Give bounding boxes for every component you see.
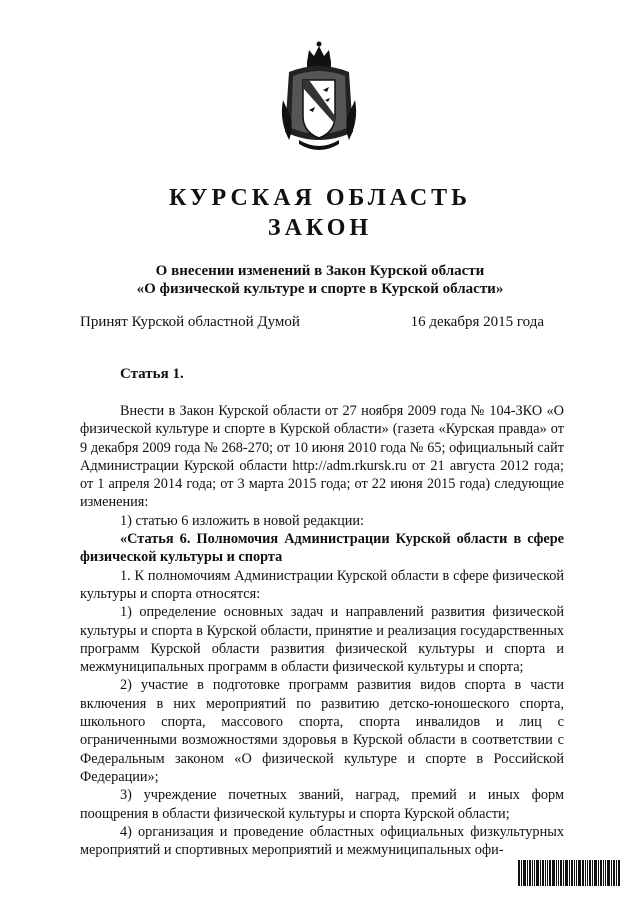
article-title: Статья 1. (120, 366, 184, 382)
paragraph: Внести в Закон Курской области от 27 ноября 2009 года № 104-ЗКО «О физической культуре и спорте в Курской области» (газета «Курская правда» от 9 декабря 2009 года № 268-270; от 10 июня 2010 года № 65; официальный сайт Администрации Курской области http://adm.rkursk.ru от 21 августа 2012 года; от 1 апреля 2014 года; от 3 марта 2015 года; от 22 июня 2015 года) следующие изменения: (80, 403, 564, 511)
paragraph: 2) участие в подготовке программ развития видов спорта в части включения в них мероприятий по развитию детско-юношеского спорта, школьного спорта, массового спорта, спорта инвалидов и лиц с ограниченными возможностями здоровья в Курской области в соответствии с Федеральным законом «О физической культуре и спорте в Российской Федерации»; (80, 677, 564, 785)
barcode-icon (518, 860, 620, 886)
article-body (80, 402, 564, 859)
coat-of-arms-icon (279, 40, 359, 155)
paragraph: 4) организация и проведение областных официальных физкультурных мероприятий и спортивных мероприятий и межмуниципальных офи- (80, 823, 564, 859)
paragraph: 3) учреждение почетных званий, наград, премий и иных форм поощрения в области физической культуры и спорта Курской области; (80, 787, 564, 822)
paragraph: 1) статью 6 изложить в новой редакции: (120, 512, 365, 529)
document-type-title: ЗАКОН (267, 215, 373, 241)
adopted-by: Принят Курской областной Думой (80, 314, 300, 330)
paragraph: 1) определение основных задач и направлений развития физической культуры и спорта в Курской области, принятие и реализация государственных программ Курской области развития физической культуры и спорта и межмуниципальных программ в области физической культуры и спорта; (80, 604, 564, 676)
paragraph: 1. К полномочиям Администрации Курской области в сфере физической культуры и спорта относятся: (80, 567, 564, 602)
region-title: КУРСКАЯ ОБЛАСТЬ (168, 185, 472, 211)
law-subject-line-2: «О физической культуре и спорте в Курской области» (136, 281, 504, 297)
adoption-date: 16 декабря 2015 года (410, 314, 544, 330)
law-subject-line-1: О внесении изменений в Закон Курской области (155, 263, 485, 279)
law-subject (0, 262, 640, 298)
paragraph-article-6-heading: «Статья 6. Полномочия Администрации Курской области в сфере физической культуры и спорта (80, 531, 564, 566)
